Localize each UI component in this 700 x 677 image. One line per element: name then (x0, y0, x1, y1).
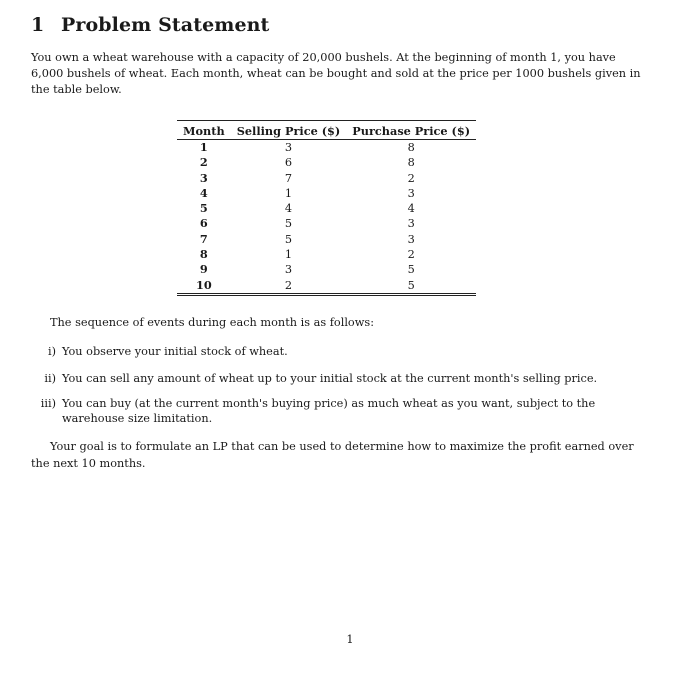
month-cell: 9 (199, 262, 208, 277)
section-heading (31, 14, 269, 36)
header-purchase-price: Purchase Price ($) (352, 123, 471, 138)
purchase-price-cell: 8 (407, 156, 415, 170)
table-row (177, 262, 476, 277)
table-row (177, 278, 476, 295)
table-row (177, 186, 476, 201)
purchase-price-cell: 3 (407, 186, 415, 200)
section-title: Problem Statement (61, 14, 270, 36)
purchase-price-cell: 5 (407, 263, 415, 277)
table-row (177, 216, 476, 231)
selling-price-cell: 7 (284, 171, 293, 185)
event-text: You can buy (at the current month's buying price) as much wheat as you want, subject to the warehouse size limitation. (62, 397, 596, 425)
table-row (177, 155, 476, 170)
event-item-1 (0, 344, 650, 362)
table-row (177, 171, 476, 186)
event-item-2 (0, 371, 650, 389)
price-table (177, 120, 476, 296)
purchase-price-cell: 2 (407, 171, 415, 185)
month-cell: 4 (199, 185, 208, 200)
selling-price-cell: 1 (284, 186, 293, 200)
month-cell: 6 (199, 216, 208, 231)
month-cell: 5 (199, 201, 208, 216)
event-text: You observe your initial stock of wheat. (62, 345, 288, 358)
month-cell: 8 (199, 247, 208, 262)
event-marker: iii) (40, 397, 56, 410)
table-row (177, 201, 476, 216)
table-row (177, 232, 476, 247)
purchase-price-cell: 8 (407, 141, 415, 154)
month-cell: 3 (199, 170, 208, 185)
selling-price-cell: 3 (284, 141, 293, 154)
header-selling-price: Selling Price ($) (236, 123, 341, 138)
selling-price-cell: 3 (284, 263, 293, 277)
page-number: 1 (346, 633, 354, 646)
purchase-price-cell: 5 (346, 278, 476, 295)
table-row (177, 247, 476, 262)
month-cell: 2 (199, 155, 208, 170)
purchase-price-cell: 4 (407, 202, 415, 216)
event-marker: ii) (44, 372, 56, 385)
section-number: 1 (31, 14, 45, 36)
table-row (177, 140, 476, 156)
header-month: Month (183, 123, 225, 138)
event-item-3 (0, 396, 650, 430)
selling-price-cell: 5 (284, 217, 293, 231)
month-cell: 1 (199, 140, 208, 154)
event-text: You can sell any amount of wheat up to your initial stock at the current month's selling price. (62, 372, 598, 385)
selling-price-cell: 1 (284, 248, 293, 262)
month-cell: 7 (199, 231, 208, 246)
selling-price-cell: 4 (284, 202, 293, 216)
intro-paragraph: You own a wheat warehouse with a capacity of 20,000 bushels. At the beginning of month 1, you have 6,000 bushels of wheat. Each month, wheat can be bought and sold at the price per 1000 bushels given in the table below. (31, 51, 641, 96)
table-header-row (177, 121, 476, 140)
selling-price-cell: 6 (284, 156, 293, 170)
purchase-price-cell: 3 (407, 217, 415, 231)
event-marker: i) (47, 345, 56, 358)
goal-paragraph: Your goal is to formulate an LP that can be used to determine how to maximize the profit earned over the next 10 months. (31, 440, 634, 470)
month-cell: 10 (177, 278, 231, 295)
selling-price-cell: 5 (284, 232, 293, 246)
events-intro: The sequence of events during each month is as follows: (50, 316, 375, 329)
purchase-price-cell: 2 (407, 248, 415, 262)
selling-price-cell: 2 (231, 278, 347, 295)
purchase-price-cell: 3 (407, 232, 415, 246)
